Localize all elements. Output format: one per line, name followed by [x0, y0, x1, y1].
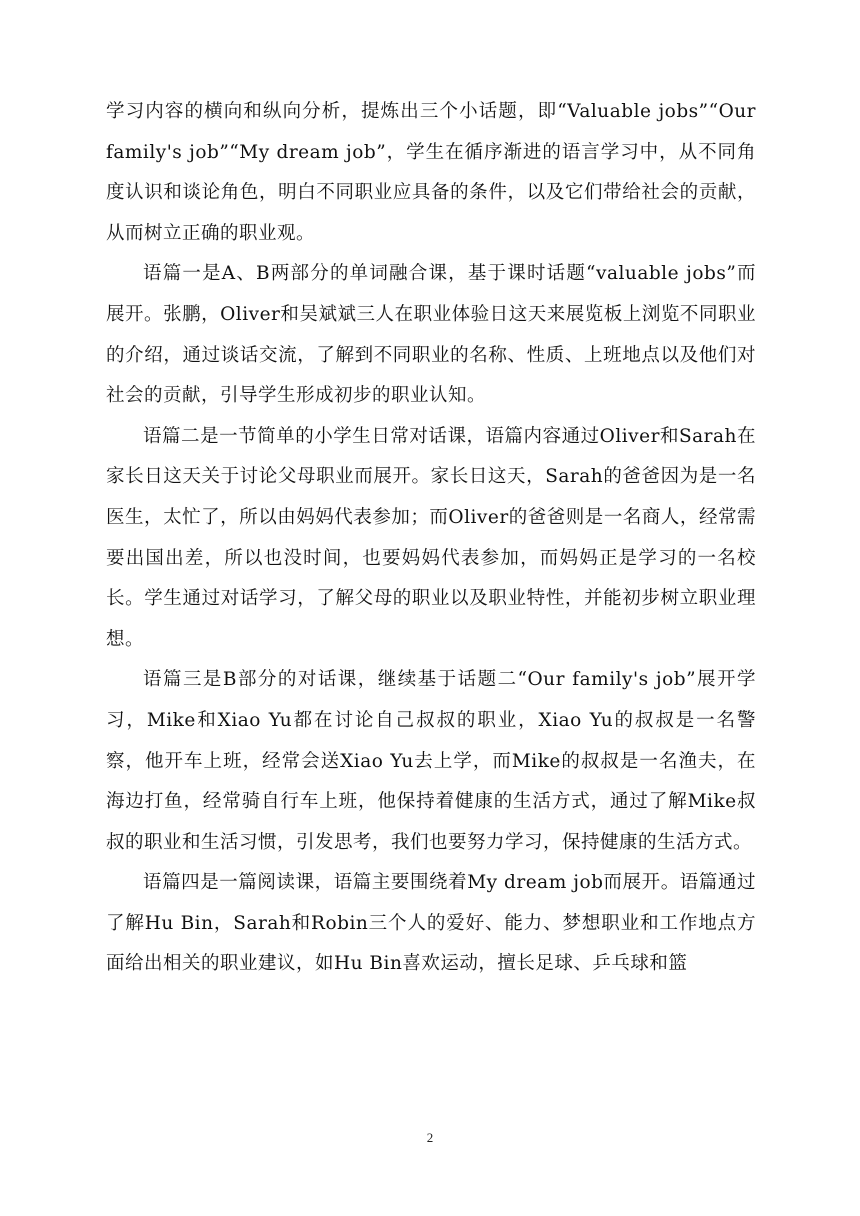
- paragraph-text-one: 语篇一是A、B两部分的单词融合课，基于课时话题“valuable jobs”而展开。张鹏，Oliver和吴斌斌三人在职业体验日这天来展览板上浏览不同职业的介绍，通过谈话交流，了解到不同职业的名称、性质、上班地点以及他们对社会的贡献，引导学生形成初步的职业认知。: [106, 263, 756, 407]
- page-number: 2: [426, 1130, 434, 1145]
- paragraph-text-two: 语篇二是一节简单的小学生日常对话课，语篇内容通过Oliver和Sarah在家长日这天关于讨论父母职业而展开。家长日这天，Sarah的爸爸因为是一名医生，太忙了，所以由妈妈代表参加；而Oliver的爸爸则是一名商人，经常需要出国出差，所以也没时间，也要妈妈代表参加，而妈妈正是学习的一名校长。学生通过对话学习，了解父母的职业以及职业特性，并能初步树立职业理想。: [106, 425, 756, 650]
- document-body: [106, 92, 756, 985]
- paragraph-text-four: 语篇四是一篇阅读课，语篇主要围绕着My dream job而展开。语篇通过了解Hu Bin，Sarah和Robin三个人的爱好、能力、梦想职业和工作地点方面给出相关的职业建议，如Hu Bin喜欢运动，擅长足球、乒乓球和篮: [106, 872, 756, 975]
- paragraph-text-three: 语篇三是B部分的对话课，继续基于话题二“Our family's job”展开学习，Mike和Xiao Yu都在讨论自己叔叔的职业，Xiao Yu的叔叔是一名警察，他开车上班，经常会送Xiao Yu去上学，而Mike的叔叔是一名渔夫，在海边打鱼，经常骑自行车上班，他保持着健康的生活方式，通过了解Mike叔叔的职业和生活习惯，引发思考，我们也要努力学习，保持健康的生活方式。: [106, 669, 756, 853]
- paragraph-intro-continued: 学习内容的横向和纵向分析，提炼出三个小话题，即“Valuable jobs”“Our family's job”“My dream job”，学生在循序渐进的语言学习中，从不同角度认识和谈论角色，明白不同职业应具备的条件，以及它们带给社会的贡献，从而树立正确的职业观。: [106, 101, 756, 244]
